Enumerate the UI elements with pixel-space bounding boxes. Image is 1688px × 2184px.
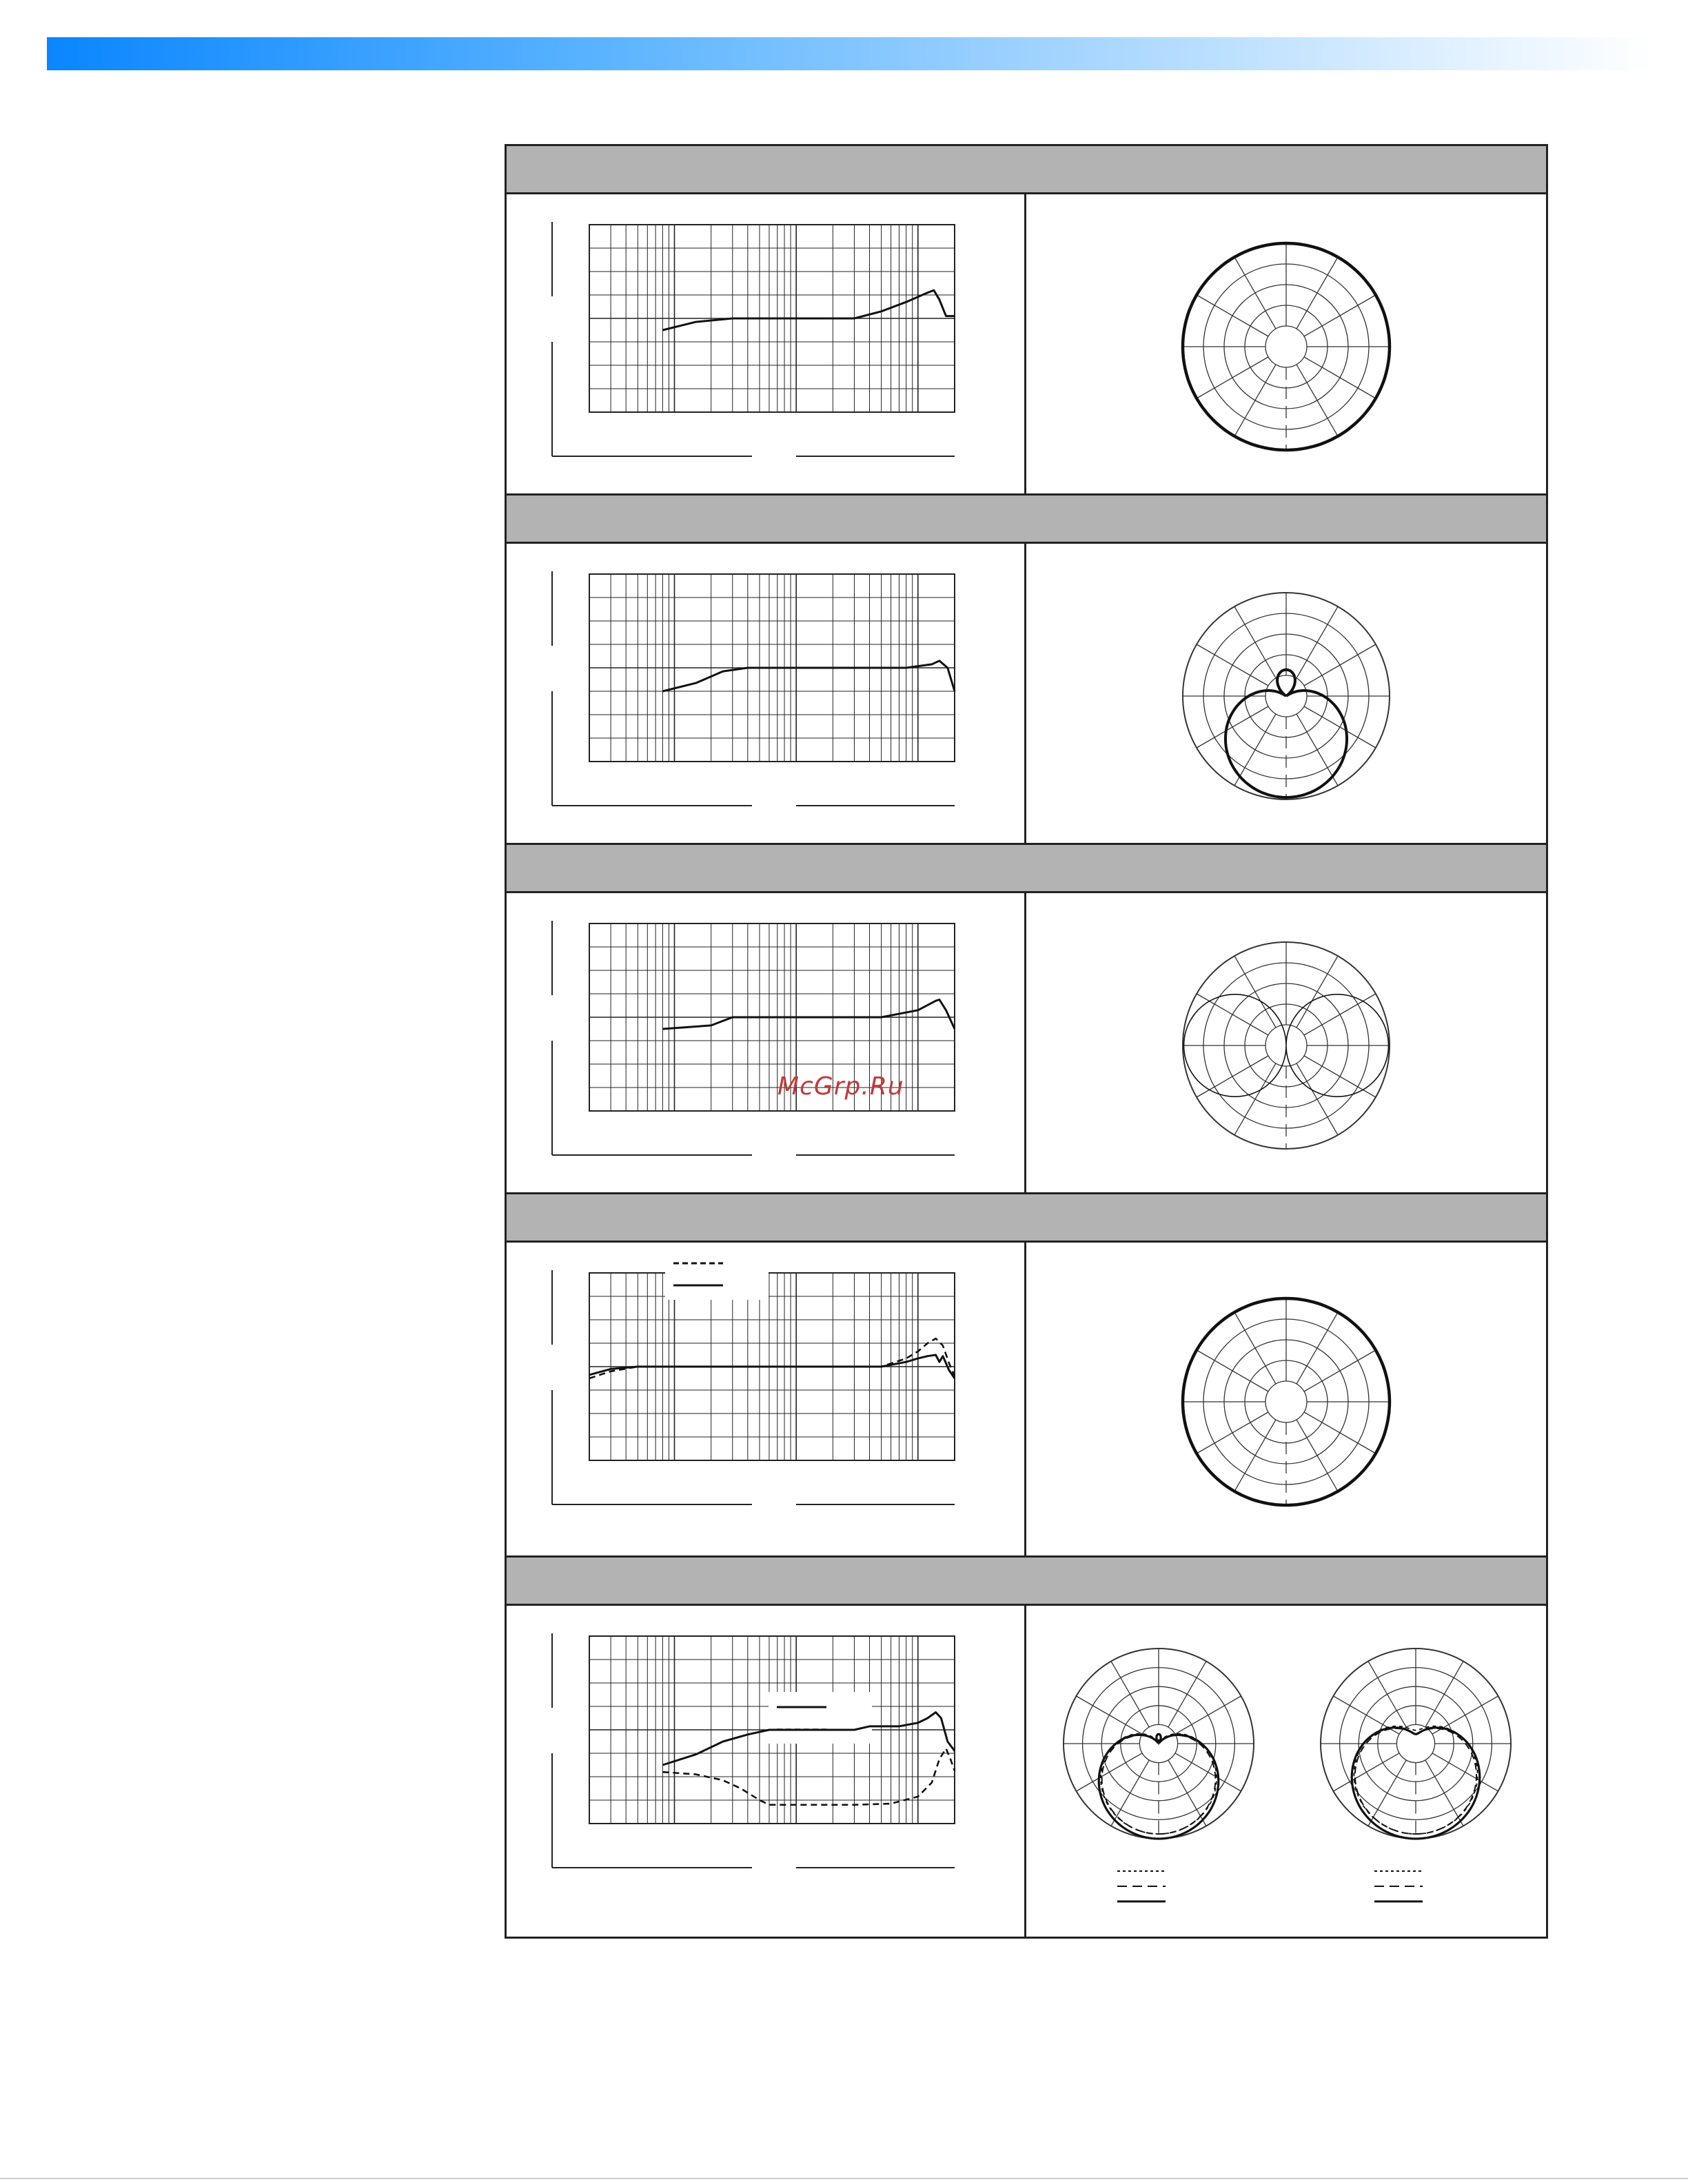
polar-spoke — [1111, 1760, 1149, 1826]
specifications-table — [505, 144, 1548, 1939]
polar-spoke — [1296, 1063, 1338, 1135]
polar-spoke — [1304, 644, 1376, 686]
polar-spoke — [1296, 1312, 1338, 1384]
watermark-text: McGrp.Ru — [777, 1072, 904, 1101]
polar-spoke — [1296, 257, 1338, 329]
section-header-2 — [507, 496, 1546, 544]
polar-spoke — [1368, 1760, 1406, 1826]
response-curve-1 — [662, 1000, 955, 1030]
response-curve-1 — [589, 1338, 955, 1378]
frequency-response-chart — [507, 544, 1024, 843]
polar-spoke — [1425, 1760, 1463, 1826]
polar-spoke — [1234, 365, 1276, 436]
polar-pattern-chart — [1026, 544, 1546, 843]
polar-spoke — [1197, 357, 1268, 398]
polar-spoke — [1197, 644, 1268, 686]
frequency-response-chart — [507, 1606, 1024, 1937]
polar-pattern-cell — [1026, 544, 1546, 843]
polar-spoke — [1234, 1063, 1276, 1135]
frequency-response-cell — [507, 544, 1026, 843]
polar-spoke — [1304, 357, 1376, 398]
polar-pattern-cell — [1026, 194, 1546, 493]
polar-spoke — [1234, 257, 1276, 329]
polar-spoke — [1076, 1696, 1142, 1734]
frequency-response-chart — [507, 893, 1024, 1192]
polar-pattern-chart — [1026, 194, 1546, 493]
frequency-response-chart — [507, 1243, 1024, 1555]
polar-spoke — [1432, 1753, 1498, 1791]
polar-spoke — [1368, 1661, 1406, 1727]
section-row-3 — [507, 893, 1546, 1194]
polar-spoke — [1304, 1412, 1376, 1453]
polar-spoke — [1296, 365, 1338, 436]
polar-spoke — [1168, 1661, 1206, 1727]
polar-spoke — [1234, 1312, 1276, 1384]
polar-spoke — [1197, 1412, 1268, 1453]
polar-spoke — [1296, 956, 1338, 1028]
section-header-3 — [507, 845, 1546, 893]
polar-spoke — [1333, 1753, 1399, 1791]
polar-spoke — [1197, 1350, 1268, 1391]
polar-spoke — [1234, 956, 1276, 1028]
polar-spoke — [1111, 1661, 1149, 1727]
polar-spoke — [1175, 1753, 1241, 1791]
frequency-response-cell — [507, 194, 1026, 493]
polar-spoke — [1234, 1420, 1276, 1491]
legend-box — [665, 1248, 769, 1300]
polar-pattern-cell — [1026, 893, 1546, 1192]
polar-ring — [1265, 326, 1307, 367]
polar-pattern-chart — [1026, 893, 1546, 1192]
polar-spoke — [1175, 1696, 1241, 1734]
section-row-1 — [507, 194, 1546, 496]
polar-pattern-chart — [1026, 1606, 1546, 1937]
polar-pattern-cell — [1026, 1606, 1546, 1937]
section-header-4 — [507, 1194, 1546, 1243]
frequency-response-cell — [507, 1606, 1026, 1937]
section-row-2 — [507, 544, 1546, 845]
section-header-5 — [507, 1558, 1546, 1606]
response-curve-1 — [662, 661, 955, 691]
polar-spoke — [1296, 1420, 1338, 1491]
frequency-response-cell — [507, 1243, 1026, 1555]
section-row-5 — [507, 1606, 1546, 1937]
polar-spoke — [1076, 1753, 1142, 1791]
polar-pattern-chart — [1026, 1243, 1546, 1555]
polar-spoke — [1296, 606, 1338, 678]
polar-spoke — [1234, 606, 1276, 678]
legend-box — [769, 1692, 872, 1744]
polar-pattern-cell — [1026, 1243, 1546, 1555]
polar-spoke — [1197, 295, 1268, 336]
response-curve-1 — [662, 290, 955, 330]
polar-spoke — [1234, 714, 1276, 786]
polar-spoke — [1304, 1350, 1376, 1391]
polar-spoke — [1296, 714, 1338, 786]
frequency-response-chart — [507, 194, 1024, 493]
section-row-4 — [507, 1243, 1546, 1558]
polar-spoke — [1304, 295, 1376, 336]
header-gradient-bar — [47, 37, 1653, 70]
section-header-1 — [507, 146, 1546, 194]
footer-rule — [0, 2178, 1688, 2179]
frequency-response-cell — [507, 893, 1026, 1192]
polar-grid — [1321, 1649, 1511, 1839]
polar-ring — [1265, 1381, 1307, 1422]
polar-spoke — [1425, 1661, 1463, 1727]
